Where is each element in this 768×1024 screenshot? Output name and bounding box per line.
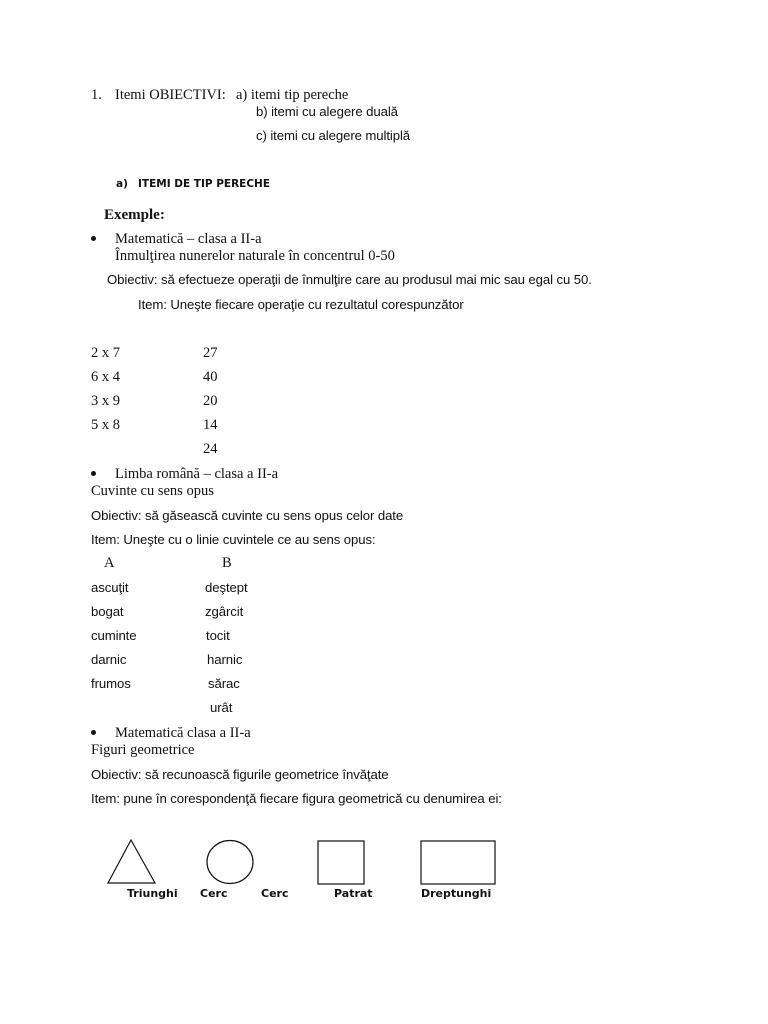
shape-label: Cerc [200, 887, 228, 900]
word-a: bogat [91, 604, 124, 619]
square-shape [317, 840, 367, 886]
bullet-icon [91, 471, 96, 476]
result: 27 [203, 345, 218, 361]
section1-bullet: Matematică – clasa a II-a [115, 231, 262, 247]
word-b: deştept [205, 580, 248, 595]
triangle-shape [107, 839, 157, 885]
result: 40 [203, 369, 218, 385]
section2-objective: Obiectiv: să găsească cuvinte cu sens opus celor date [91, 508, 404, 523]
column-a-header: A [104, 555, 115, 571]
operation: 5 x 8 [91, 417, 120, 433]
rectangle-shape [420, 840, 498, 886]
examples-title: Exemple: [104, 207, 165, 223]
word-b: tocit [206, 628, 230, 643]
bullet-icon [91, 236, 96, 241]
operation: 6 x 4 [91, 369, 120, 385]
section3-item: Item: pune în corespondenţă fiecare figura geometrică cu denumirea ei: [91, 791, 502, 806]
result: 24 [203, 441, 218, 457]
section3-objective: Obiectiv: să recunoască figurile geometrice învăţate [91, 767, 389, 782]
result: 20 [203, 393, 218, 409]
section1-topic: Înmulţirea nunerelor naturale în concentrul 0-50 [115, 248, 395, 264]
operation: 3 x 9 [91, 393, 120, 409]
shape-label: Patrat [334, 887, 373, 900]
section3-topic: Figuri geometrice [91, 742, 195, 758]
column-b-header: B [222, 555, 232, 571]
word-a: darnic [91, 652, 127, 667]
heading-option-b: b) itemi cu alegere duală [256, 104, 398, 119]
heading-title: Itemi OBIECTIVI: [115, 87, 226, 103]
list-number: 1. [91, 87, 102, 103]
word-a: cuminte [91, 628, 137, 643]
shape-label: Cerc [261, 887, 289, 900]
section3-bullet: Matematică clasa a II-a [115, 725, 251, 741]
shape-label: Dreptunghi [421, 887, 492, 900]
word-b: urât [210, 700, 233, 715]
word-b: zgârcit [205, 604, 244, 619]
subheading-label: a) [116, 178, 128, 190]
section2-item: Item: Uneşte cu o linie cuvintele ce au sens opus: [91, 532, 376, 547]
section1-objective: Obiectiv: să efectueze operaţii de înmulţire care au produsul mai mic sau egal cu 50. [107, 272, 592, 287]
heading-option-c: c) itemi cu alegere multiplă [256, 128, 411, 143]
shape-label: Triunghi [127, 887, 178, 900]
word-a: frumos [91, 676, 131, 691]
heading-option-a: a) itemi tip pereche [236, 87, 349, 103]
bullet-icon [91, 730, 96, 735]
result: 14 [203, 417, 218, 433]
section2-bullet: Limba română – clasa a II-a [115, 466, 279, 482]
operation: 2 x 7 [91, 345, 120, 361]
word-b: harnic [207, 652, 243, 667]
subheading-text: ITEMI DE TIP PERECHE [138, 178, 271, 190]
section2-topic: Cuvinte cu sens opus [91, 483, 214, 499]
circle-shape [206, 840, 256, 886]
section1-item: Item: Uneşte fiecare operaţie cu rezultatul corespunzător [138, 297, 464, 312]
word-b: sărac [208, 676, 240, 691]
word-a: ascuţit [91, 580, 129, 595]
